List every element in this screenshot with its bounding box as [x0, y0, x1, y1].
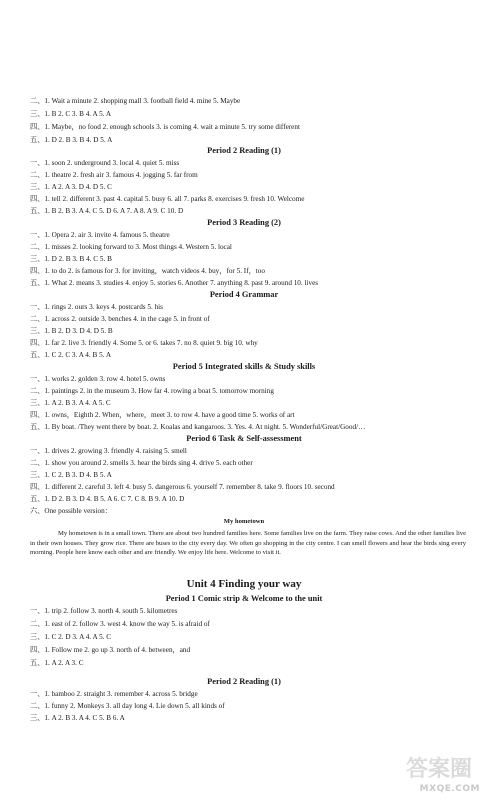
answer-line: 三、1. C 2. B 3. D 4. B 5. A — [30, 471, 112, 479]
answer-line: 二、1. misses 2. looking forward to 3. Most things 4. Western 5. local — [30, 243, 232, 251]
section-heading: Period 6 Task & Self-assessment — [186, 434, 302, 443]
answer-line: 五、1. C 2. C 3. A 4. B 5. A — [30, 351, 112, 359]
answer-line: 四、1. owns，Eighth 2. When，where，meet 3. to row 4. have a good time 5. works of art — [30, 411, 295, 419]
section-heading: Period 2 Reading (1) — [207, 677, 281, 686]
section-heading: Period 2 Reading (1) — [207, 146, 281, 155]
section-heading: Period 4 Grammar — [209, 290, 279, 299]
answer-line: 四、1. tell 2. different 3. past 4. capital 5. busy 6. all 7. parks 8. exercises 9. fresh 10. Welcome — [30, 195, 305, 203]
section-heading: Period 5 Integrated skills & Study skills — [172, 362, 316, 371]
answer-line: 三、1. A 2. B 3. A 4. A 5. C — [30, 399, 111, 407]
answer-line: 三、1. A 2. B 3. A 4. C 5. B 6. A — [30, 714, 125, 722]
answer-line: 四、1. far 2. live 3. friendly 4. Some 5. or 6. takes 7. no 8. quiet 9. big 10. why — [30, 339, 258, 347]
watermark-url: MXQE.COM — [419, 784, 480, 794]
answer-line: 三、1. B 2. D 3. D 4. D 5. B — [30, 327, 113, 335]
answer-line: 五、1. D 2. B 3. D 4. B 5. A 6. C 7. C 8. B 9. A 10. D — [30, 495, 185, 503]
section-heading: Period 3 Reading (2) — [207, 218, 281, 227]
answer-line: 二、1. funny 2. Monkeys 3. all day long 4. Lie down 5. all kinds of — [30, 702, 225, 710]
answer-line: 四、1. Follow me 2. go up 3. north of 4. between，and — [30, 646, 191, 654]
answer-line: 三、1. B 2. C 3. B 4. A 5. A — [30, 110, 112, 118]
answer-line: 一、1. drives 2. growing 3. friendly 4. raising 5. smell — [30, 447, 187, 455]
answer-line: 三、1. D 2. B 3. B 4. C 5. B — [30, 255, 112, 263]
answer-line: 六、One possible version： — [30, 507, 112, 515]
section-heading: Period 1 Comic strip & Welcome to the unit — [165, 594, 323, 603]
answer-line: 三、1. A 2. A 3. D 4. D 5. C — [30, 183, 112, 191]
answer-line: 四、1. Maybe，no food 2. enough schools 3. is coming 4. wait a minute 5. try some different — [30, 123, 300, 131]
essay-text: My hometown is in a small town. There are about two hundred families here. Some families live on the farm. They raise cows. And the other families live in their own houses. They grow rice. There are buses to the city every day. We often go shopping in the city centre. I can smell flowers and hear the birds sing every morning. People here know each other and are friendly. We enjoy life here. Welcome to visit it. — [30, 530, 466, 557]
answer-line: 五、1. What 2. means 3. studies 4. enjoy 5. stories 6. Another 7. anything 8. past 9. around 10. lives — [30, 279, 319, 287]
answer-line: 二、1. paintings 2. in the museum 3. How far 4. rowing a boat 5. tomorrow morning — [30, 387, 274, 395]
answer-line: 五、1. B 2. B 3. A 4. C 5. D 6. A 7. A 8. A 9. C 10. D — [30, 207, 184, 215]
answer-line: 二、1. east of 2. follow 3. west 4. know the way 5. is afraid of — [30, 620, 210, 628]
answer-line: 一、1. bamboo 2. straight 3. remember 4. across 5. bridge — [30, 690, 198, 698]
answer-line: 一、1. rings 2. ours 3. keys 4. postcards 5. his — [30, 303, 163, 311]
essay-title: My hometown — [223, 518, 265, 525]
answer-line: 二、1. theatre 2. fresh air 3. famous 4. jogging 5. far from — [30, 171, 198, 179]
answer-line: 五、1. By boat. /They went there by boat. 2. Koalas and kangaroos. 3. Yes. 4. At night. 5. Wonderful/Great/Good/… — [30, 423, 366, 431]
answer-line: 二、1. across 2. outside 3. benches 4. in the cage 5. in front of — [30, 315, 210, 323]
watermark-glyphs: 答案圈 — [406, 757, 473, 782]
answer-line: 二、1. show you around 2. smells 3. hear the birds sing 4. drive 5. each other — [30, 459, 253, 467]
answer-line: 一、1. soon 2. underground 3. local 4. quiet 5. miss — [30, 159, 180, 167]
answer-line: 五、1. A 2. A 3. C — [30, 659, 84, 667]
answer-line: 三、1. C 2. D 3. A 4. A 5. C — [30, 633, 112, 641]
answer-line: 四、1. to do 2. is famous for 3. for inviting，watch videos 4. buy，for 5. If，too — [30, 267, 265, 275]
answer-line: 一、1. Opera 2. air 3. invite 4. famous 5. theatre — [30, 231, 170, 239]
unit-title: Unit 4 Finding your way — [186, 578, 302, 590]
answer-line: 一、1. trip 2. follow 3. north 4. south 5. kilometres — [30, 607, 178, 615]
answer-line: 五、1. D 2. B 3. B 4. D 5. A — [30, 136, 113, 144]
answer-line: 二、1. Wait a minute 2. shopping mall 3. football field 4. mine 5. Maybe — [30, 97, 241, 105]
answer-line: 四、1. different 2. careful 3. left 4. busy 5. dangerous 6. yourself 7. remember 8. take 9. floors 10. second — [30, 483, 335, 491]
answer-line: 一、1. works 2. golden 3. row 4. hotel 5. owns — [30, 375, 166, 383]
